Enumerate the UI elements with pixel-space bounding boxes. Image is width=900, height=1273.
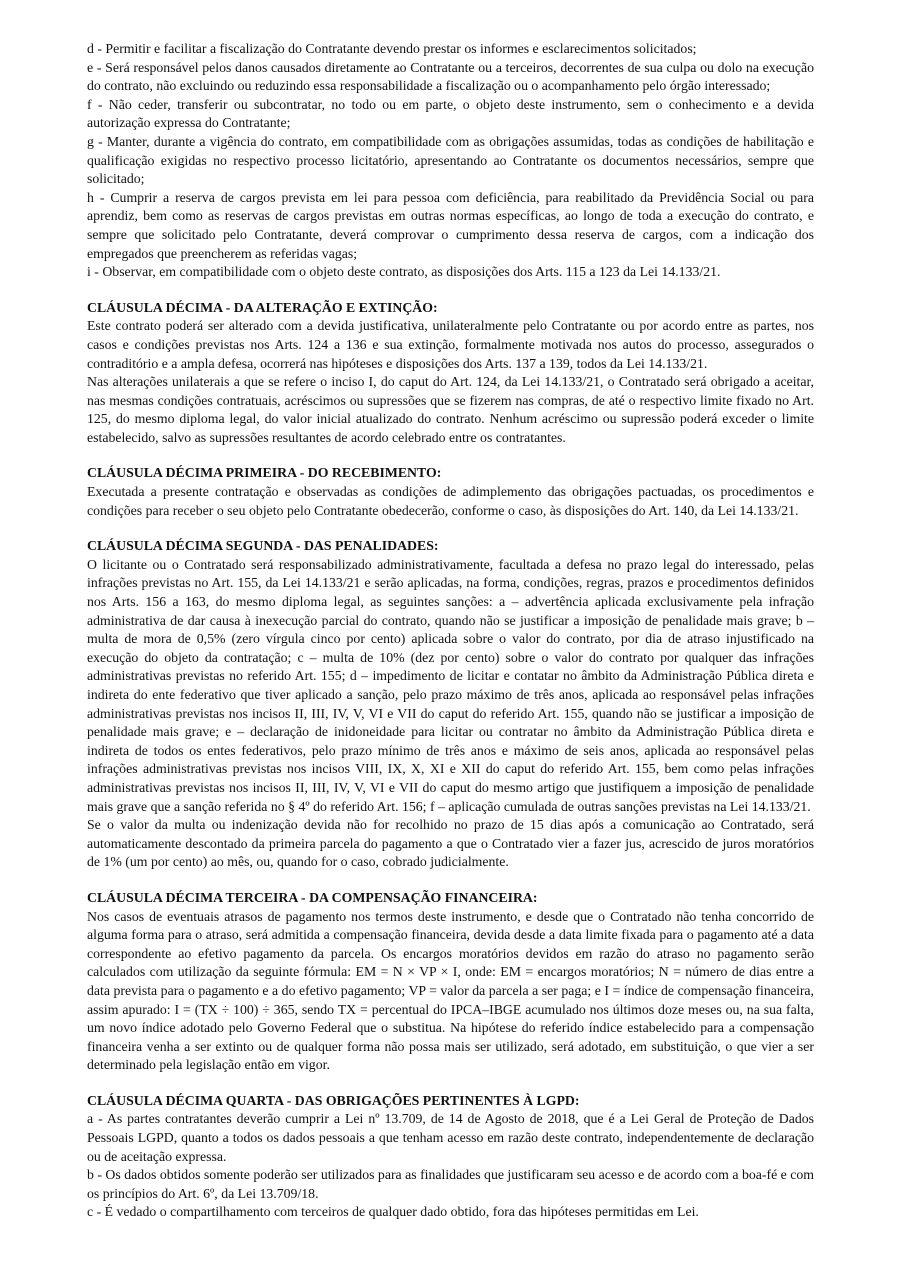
clause-13-paragraph-1: Nos casos de eventuais atrasos de pagamento nos termos deste instrumento, e desde que o Contratado não tenha concorrido de alguma forma para o atraso, será admitida a compensação financeira, devida desde a data limite fixada para o pagamento até a data correspondente ao efetivo pagamento da parcela. Os encargos moratórios devidos em razão do atraso no pagamento serão calculados com utilização da seguinte fórmula: EM = N × VP × I, onde: EM = encargos moratórios; N = número de dias entre a data prevista para o pagamento e a do efetivo pagamento; VP = valor da parcela a ser paga; e I = índice de compensação financeira, assim apurado: I = (TX ÷ 100) ÷ 365, sendo TX = percentual do IPCA–IBGE acumulado nos últimos doze meses ou, na sua falta, um novo índice adotado pelo Governo Federal que o substitua. Na hipótese do referido índice estabelecido para a compensação financeira venha a ser extinto ou de qualquer forma não possa mais ser utilizado, será adotado, em substituição, o que vier a ser determinado pela legislação então em vigor. [87, 908, 814, 1073]
item-i: i - Observar, em compatibilidade com o objeto deste contrato, as disposições dos Arts. 115 a 123 da Lei 14.133/21. [87, 264, 721, 280]
intro-obligations [87, 40, 814, 282]
clause-13 [87, 889, 814, 1075]
item-e: e - Será responsável pelos danos causados diretamente ao Contratante ou a terceiros, decorrentes de sua culpa ou dolo na execução do contrato, não excluindo ou reduzindo essa responsabilidade a fiscalização ou o acompanhamento pelo órgão interessado; [87, 59, 814, 94]
clause-10-paragraph-1: Este contrato poderá ser alterado com a devida justificativa, unilateralmente pelo Contratante ou por acordo entre as partes, nos casos e condições previstas nos Arts. 124 a 136 e sua extinção, formalmente motivada nos autos do processo, assegurados o contraditório e a ampla defesa, ocorrerá nas hipóteses e disposições dos Arts. 137 a 139, todos da Lei 14.133/21. [87, 318, 814, 371]
clause-14 [87, 1092, 814, 1222]
clause-11-title: CLÁUSULA DÉCIMA PRIMEIRA - DO RECEBIMENTO: [87, 465, 442, 481]
clause-11 [87, 464, 814, 520]
clause-14-item-c: c - É vedado o compartilhamento com terceiros de qualquer dado obtido, fora das hipóteses permitidas em Lei. [87, 1204, 699, 1220]
clause-11-paragraph-1: Executada a presente contratação e observadas as condições de adimplemento das obrigações pactuadas, os procedimentos e condições para receber o seu objeto pelo Contratante obedecerão, conforme o caso, às disposições do Art. 140, da Lei 14.133/21. [87, 484, 814, 518]
clause-14-item-b: b - Os dados obtidos somente poderão ser utilizados para as finalidades que justificaram seu acesso e de acordo com a boa-fé e com os princípios do Art. 6º, da Lei 13.709/18. [87, 1167, 814, 1201]
item-f: f - Não ceder, transferir ou subcontratar, no todo ou em parte, o objeto deste instrumento, sem o conhecimento e a devida autorização expressa do Contratante; [87, 96, 814, 131]
item-h: h - Cumprir a reserva de cargos prevista em lei para pessoa com deficiência, para reabilitado da Previdência Social ou para aprendiz, bem como as reservas de cargos previstas em outras normas específicas, ao longo de toda a execução do contrato, e sempre que solicitado pelo Contratante, deverá comprovar o cumprimento dessa reserva de cargos, com a indicação dos empregados que preencherem as referidas vagas; [87, 189, 814, 261]
clause-14-item-a: a - As partes contratantes deverão cumprir a Lei nº 13.709, de 14 de Agosto de 2018, que é a Lei Geral de Proteção de Dados Pessoais LGPD, quanto a todos os dados pessoais a que tenham acesso em razão deste contrato, independentemente de declaração ou de aceitação expressa. [87, 1111, 814, 1164]
clause-10-title: CLÁUSULA DÉCIMA - DA ALTERAÇÃO E EXTINÇÃO: [87, 299, 438, 315]
clause-10 [87, 299, 814, 448]
clause-10-paragraph-2: Nas alterações unilaterais a que se refere o inciso I, do caput do Art. 124, da Lei 14.133/21, o Contratado será obrigado a aceitar, nas mesmas condições contratuais, acréscimos ou supressões que se fizerem nas compras, de até o respectivo limite fixado no Art. 125, do mesmo diploma legal, do valor inicial atualizado do contrato. Nenhum acréscimo ou supressão poderá exceder o limite estabelecido, salvo as supressões resultantes de acordo celebrado entre os contratantes. [87, 374, 814, 445]
item-d: d - Permitir e facilitar a fiscalização do Contratante devendo prestar os informes e esclarecimentos solicitados; [87, 41, 697, 56]
clause-14-title: CLÁUSULA DÉCIMA QUARTA - DAS OBRIGAÇÕES PERTINENTES À LGPD: [87, 1092, 580, 1108]
clause-12-paragraph-1: O licitante ou o Contratado será responsabilizado administrativamente, facultada a defesa no prazo legal do interessado, pelas infrações previstas no Art. 155, da Lei 14.133/21 e serão aplicadas, na forma, condições, regras, prazos e procedimentos definidos nos Arts. 156 a 163, do mesmo diploma legal, as seguintes sanções: a – advertência aplicada exclusivamente pela infração administrativa de dar causa à inexecução parcial do contrato, quando não se justificar a imposição de penalidade mais grave; b – multa de mora de 0,5% (zero vírgula cinco por cento) aplicada sobre o valor do contrato, por dia de atraso injustificado na execução do objeto da contratação; c – multa de 10% (dez por cento) sobre o valor do contrato por qualquer das infrações administrativas previstas no referido Art. 155; d – impedimento de licitar e contatar no âmbito da Administração Pública direta e indireta do ente federativo que tiver aplicado a sanção, pelo prazo máximo de três anos, aplicada ao responsável pelas infrações administrativas previstas nos incisos II, III, IV, V, VI e VII do caput do referido Art. 155, quando não se justificar a imposição de penalidade mais grave; e – declaração de inidoneidade para licitar ou contratar no âmbito da Administração Pública direta e indireta de todos os entes federativos, pelo prazo mínimo de três anos e máximo de seis anos, aplicada ao responsável pelas infrações administrativas previstas nos incisos VIII, IX, X, XI e XII do caput do referido Art. 155, bem como pelas infrações administrativas previstas nos incisos II, III, IV, V, VI e VII do caput do mesmo artigo que justifiquem a imposição de penalidade mais grave que a sanção referida no § 4º do referido Art. 156; f – aplicação cumulada de outras sanções previstas na Lei 14.133/21. [87, 556, 814, 814]
clause-13-title: CLÁUSULA DÉCIMA TERCEIRA - DA COMPENSAÇÃO FINANCEIRA: [87, 889, 538, 905]
document-page [87, 40, 814, 1222]
item-g: g - Manter, durante a vigência do contrato, em compatibilidade com as obrigações assumidas, todas as condições de habilitação e qualificação exigidas no respectivo processo licitatório, apresentando ao Contratante os documentos necessários, sempre que solicitado; [87, 133, 814, 187]
clause-12-title: CLÁUSULA DÉCIMA SEGUNDA - DAS PENALIDADES: [87, 538, 439, 554]
clause-12-paragraph-2: Se o valor da multa ou indenização devida não for recolhido no prazo de 15 dias após a comunicação ao Contratado, será automaticamente descontado da primeira parcela do pagamento a que o Contratado vier a fazer jus, acrescido de juros moratórios de 1% (um por cento) ao mês, ou, quando for o caso, cobrado judicialmente. [87, 817, 814, 870]
clause-12 [87, 537, 814, 872]
